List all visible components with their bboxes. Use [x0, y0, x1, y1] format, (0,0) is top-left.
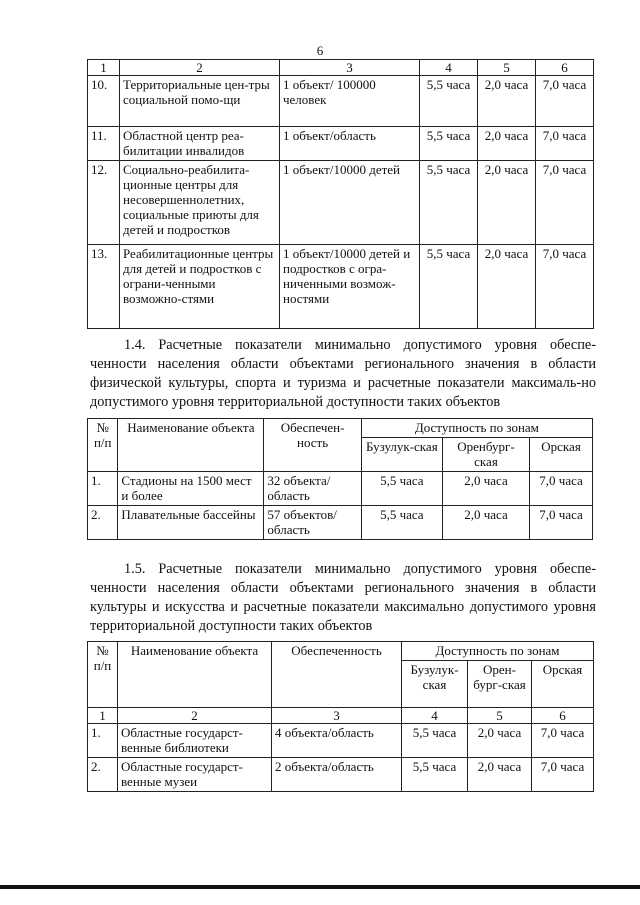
- zone-orsk-value: 7,0 часа: [530, 472, 593, 506]
- provision-value: 57 объектов/ область: [264, 506, 361, 540]
- header-zone-buzuluk: Бузулук-ская: [361, 438, 442, 472]
- header-number: № п/п: [88, 642, 118, 708]
- index-cell: 2: [118, 708, 272, 724]
- table-row: [88, 161, 594, 245]
- header-name: Наименование объекта: [118, 642, 272, 708]
- facility-name: Областной центр реа-билитации инвалидов: [120, 127, 280, 161]
- provision-value: 1 объект/область: [280, 127, 420, 161]
- header-cell: 3: [280, 60, 420, 76]
- zone-orsk-value: 7,0 часа: [532, 724, 594, 758]
- zone-orsk-value: 7,0 часа: [536, 127, 594, 161]
- index-cell: 5: [468, 708, 532, 724]
- header-zone-orenburg: Оренбург-ская: [442, 438, 529, 472]
- table-row: [88, 127, 594, 161]
- zone-orenburg-value: 2,0 часа: [442, 472, 529, 506]
- header-number: № п/п: [88, 419, 118, 472]
- zone-buzuluk-value: 5,5 часа: [420, 76, 478, 127]
- table-index-row: [88, 60, 594, 76]
- header-zone-buzuluk: Бузулук-ская: [402, 661, 468, 708]
- header-cell: 1: [88, 60, 120, 76]
- page-bottom-edge: [0, 885, 640, 889]
- zone-buzuluk-value: 5,5 часа: [402, 724, 468, 758]
- row-number: 10.: [88, 76, 120, 127]
- provision-value: 4 объекта/область: [272, 724, 402, 758]
- row-number: 2.: [88, 506, 118, 540]
- header-zone-orenburg: Орен-бург-ская: [468, 661, 532, 708]
- social-facilities-table: [87, 59, 594, 329]
- section-1-4-paragraph: [90, 336, 596, 412]
- table-row: [88, 245, 594, 329]
- header-cell: 4: [420, 60, 478, 76]
- index-cell: 6: [532, 708, 594, 724]
- zone-buzuluk-value: 5,5 часа: [361, 506, 442, 540]
- culture-facilities-table: [87, 641, 594, 792]
- table-row: [88, 758, 594, 792]
- header-provision: Обеспеченность: [272, 642, 402, 708]
- zone-orsk-value: 7,0 часа: [536, 76, 594, 127]
- zone-orenburg-value: 2,0 часа: [478, 76, 536, 127]
- facility-name: Областные государст-венные музеи: [118, 758, 272, 792]
- table-row: [88, 76, 594, 127]
- row-number: 11.: [88, 127, 120, 161]
- zone-orenburg-value: 2,0 часа: [442, 506, 529, 540]
- facility-name: Стадионы на 1500 мест и более: [118, 472, 264, 506]
- header-zone-orsk: Орская: [532, 661, 594, 708]
- zone-orenburg-value: 2,0 часа: [468, 758, 532, 792]
- provision-value: 1 объект/ 100000 человек: [280, 76, 420, 127]
- row-number: 1.: [88, 472, 118, 506]
- zone-buzuluk-value: 5,5 часа: [420, 127, 478, 161]
- zone-orsk-value: 7,0 часа: [536, 245, 594, 329]
- zone-orsk-value: 7,0 часа: [536, 161, 594, 245]
- facility-name: Областные государст-венные библиотеки: [118, 724, 272, 758]
- row-number: 1.: [88, 724, 118, 758]
- index-cell: 1: [88, 708, 118, 724]
- section-1-5-text: 1.5. Расчетные показатели минимально допустимого уровня обеспе-ченности населения области объектами регионального значения в области культуры и искусства и расчетные показатели максимально допустимого уровня территориальной доступности таких объектов: [90, 561, 596, 634]
- page-number: 6: [316, 43, 324, 58]
- row-number: 12.: [88, 161, 120, 245]
- table-row: [88, 506, 593, 540]
- header-accessibility: Доступность по зонам: [361, 419, 592, 438]
- table-row: [88, 472, 593, 506]
- table-header-row: [88, 642, 594, 661]
- facility-name: Социально-реабилита-ционные центры для несовершеннолетних, социальные приюты для детей и подростков: [120, 161, 280, 245]
- zone-buzuluk-value: 5,5 часа: [361, 472, 442, 506]
- zone-orsk-value: 7,0 часа: [532, 758, 594, 792]
- section-1-4-text: 1.4. Расчетные показатели минимально допустимого уровня обеспе-ченности населения области объектами регионального значения в области физической культуры, спорта и туризма и расчетные показатели максималь-но допустимого уровня территориальной доступности таких объектов: [90, 337, 596, 410]
- table-row: [88, 724, 594, 758]
- zone-orsk-value: 7,0 часа: [530, 506, 593, 540]
- zone-orenburg-value: 2,0 часа: [478, 127, 536, 161]
- header-cell: 2: [120, 60, 280, 76]
- header-cell: 5: [478, 60, 536, 76]
- header-name: Наименование объекта: [118, 419, 264, 472]
- provision-value: 32 объекта/ область: [264, 472, 361, 506]
- zone-orenburg-value: 2,0 часа: [468, 724, 532, 758]
- facility-name: Реабилитационные центры для детей и подростков с ограни-ченными возможно-стями: [120, 245, 280, 329]
- header-cell: 6: [536, 60, 594, 76]
- index-cell: 3: [272, 708, 402, 724]
- header-zone-orsk: Орская: [530, 438, 593, 472]
- header-provision: Обеспечен-ность: [264, 419, 361, 472]
- facility-name: Территориальные цен-тры социальной помо-щи: [120, 76, 280, 127]
- zone-buzuluk-value: 5,5 часа: [420, 161, 478, 245]
- row-number: 2.: [88, 758, 118, 792]
- section-1-5-paragraph: [90, 560, 596, 636]
- zone-orenburg-value: 2,0 часа: [478, 245, 536, 329]
- zone-buzuluk-value: 5,5 часа: [402, 758, 468, 792]
- header-accessibility: Доступность по зонам: [402, 642, 594, 661]
- provision-value: 2 объекта/область: [272, 758, 402, 792]
- index-cell: 4: [402, 708, 468, 724]
- zone-buzuluk-value: 5,5 часа: [420, 245, 478, 329]
- sport-facilities-table: [87, 418, 593, 540]
- facility-name: Плавательные бассейны: [118, 506, 264, 540]
- table-index-row: [88, 708, 594, 724]
- table-header-row: [88, 419, 593, 438]
- provision-value: 1 объект/10000 детей: [280, 161, 420, 245]
- row-number: 13.: [88, 245, 120, 329]
- zone-orenburg-value: 2,0 часа: [478, 161, 536, 245]
- provision-value: 1 объект/10000 детей и подростков с огра-ниченными возмож-ностями: [280, 245, 420, 329]
